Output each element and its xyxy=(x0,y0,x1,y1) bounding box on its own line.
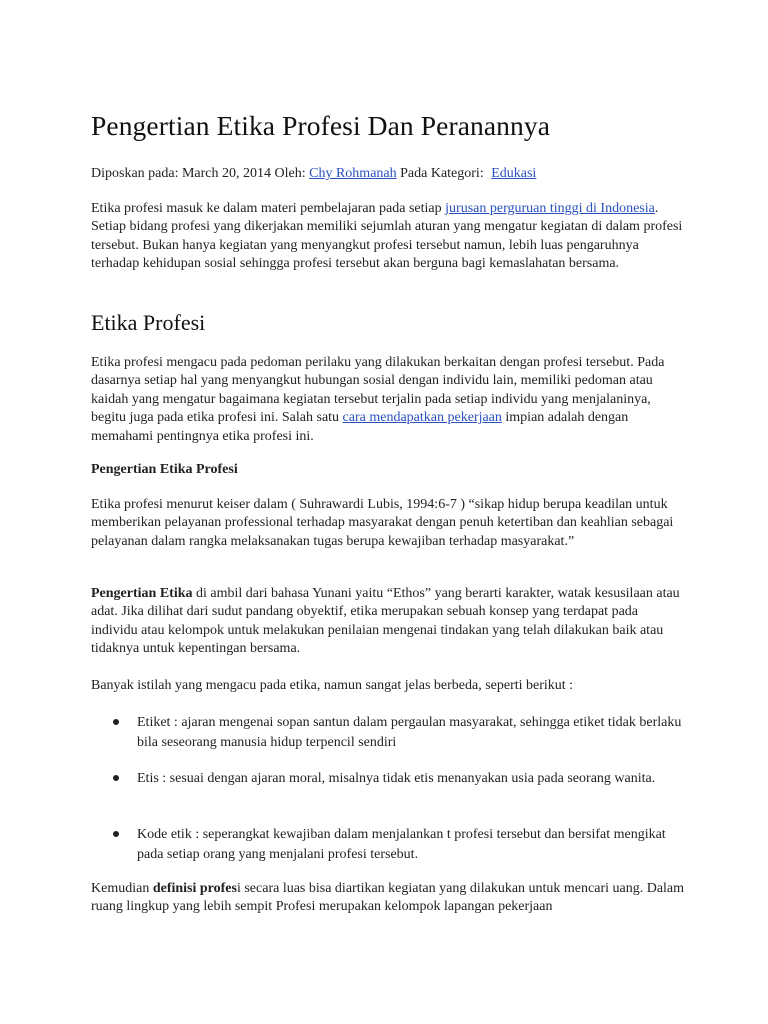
bullet-dot-icon xyxy=(113,831,119,837)
subheading-pengertian-etika-profesi: Pengertian Etika Profesi xyxy=(91,462,238,477)
bullet-dot-icon xyxy=(113,775,119,781)
list-item-text: Etis : sesuai dengan ajaran moral, misalnya tidak etis menanyakan usia pada seorang wanita. xyxy=(137,771,656,786)
posted-date-text: Diposkan pada: March 20, 2014 Oleh: xyxy=(91,166,310,181)
article-title: Pengertian Etika Profesi Dan Peranannya xyxy=(91,110,551,141)
intro-text-2: . Setiap bidang profesi yang dikerjakan memiliki sejumlah aturan yang mengatur kegiatan di dalam profesi tersebut. Bukan hanya kegiatan yang menyangkut profesi tersebut namun, lebih luas pengaruhnya terhadap kehidupan sosial sehingga profesi tersebut akan berguna bagi kemaslahatan bersama. xyxy=(91,201,683,272)
definition-paragraph: Etika profesi menurut keiser dalam ( Suhrawardi Lubis, 1994:6-7 ) “sikap hidup berupa keadilan untuk memberikan pelayanan professional terhadap masyarakat dengan penuh ketertiban dan keahlian sebagai pelayanan dalam rangka melaksanakan tugas berupa kewajiban terhadap masyarakat.” xyxy=(91,497,674,549)
category-prefix: Pada Kategori: xyxy=(396,166,488,181)
profesi-definition-paragraph xyxy=(91,880,686,917)
terms-intro-paragraph: Banyak istilah yang mengacu pada etika, namun sangat jelas berbeda, seperti berikut : xyxy=(91,678,574,693)
post-meta xyxy=(91,164,536,183)
list-item-text: Etiket : ajaran mengenai sopan santun dalam pergaulan masyarakat, sehingga etiket tidak berlaku bila seseorang manusia hidup terpencil sendiri xyxy=(137,715,682,750)
etika-origin-paragraph xyxy=(91,585,686,659)
etika-origin-text: di ambil dari bahasa Yunani yaitu “Ethos” yang berarti karakter, watak kesusilaan atau adat. Jika dilihat dari sudut pandang obyektif, etika merupakan sebuah konsep yang terdapat pada individu atau kelompok untuk melakukan penilaian mengenai tindakan yang telah dilakukan baik atau tidaknya untuk kepentingan bersama. xyxy=(91,586,680,657)
section1-text-2: impian adalah dengan memahami pentingnya etika profesi ini. xyxy=(91,410,629,444)
category-link[interactable]: Edukasi xyxy=(491,166,537,181)
profesi-term-bold: definisi profes xyxy=(152,881,237,896)
bullet-dot-icon xyxy=(113,719,119,725)
job-link[interactable]: cara mendapatkan pekerjaan xyxy=(342,410,502,426)
intro-paragraph xyxy=(91,200,686,274)
section-heading-etika-profesi: Etika Profesi xyxy=(91,310,206,335)
intro-text-1: Etika profesi masuk ke dalam materi pembelajaran pada setiap xyxy=(91,201,446,216)
university-link[interactable]: jurusan perguruan tinggi di Indonesia xyxy=(445,201,655,216)
author-link[interactable]: Chy Rohmanah xyxy=(309,166,397,181)
profesi-text-2: i secara luas bisa diartikan kegiatan yang dilakukan untuk mencari uang. Dalam ruang lingkup yang lebih sempit Profesi merupakan kelompok lapangan pekerjaan xyxy=(91,881,685,915)
etika-term-bold: Pengertian Etika xyxy=(91,586,193,601)
profesi-text-1: Kemudian xyxy=(91,881,153,896)
section1-text-1: Etika profesi mengacu pada pedoman perilaku yang dilakukan berkaitan dengan profesi tersebut. Pada dasarnya setiap hal yang menyangkut hubungan sosial dengan individu lain, memiliki pedoman atau kaidah yang mengatur bagaimana kegiatan tersebut terjalin pada setiap individu yang menjalaninya, begitu juga pada etika profesi ini. Salah satu xyxy=(91,355,665,426)
etika-profesi-paragraph xyxy=(91,354,686,446)
list-item-text: Kode etik : seperangkat kewajiban dalam menjalankan t profesi tersebut dan bersifat mengikat pada setiap orang yang menjalani profesi tersebut. xyxy=(137,827,666,862)
